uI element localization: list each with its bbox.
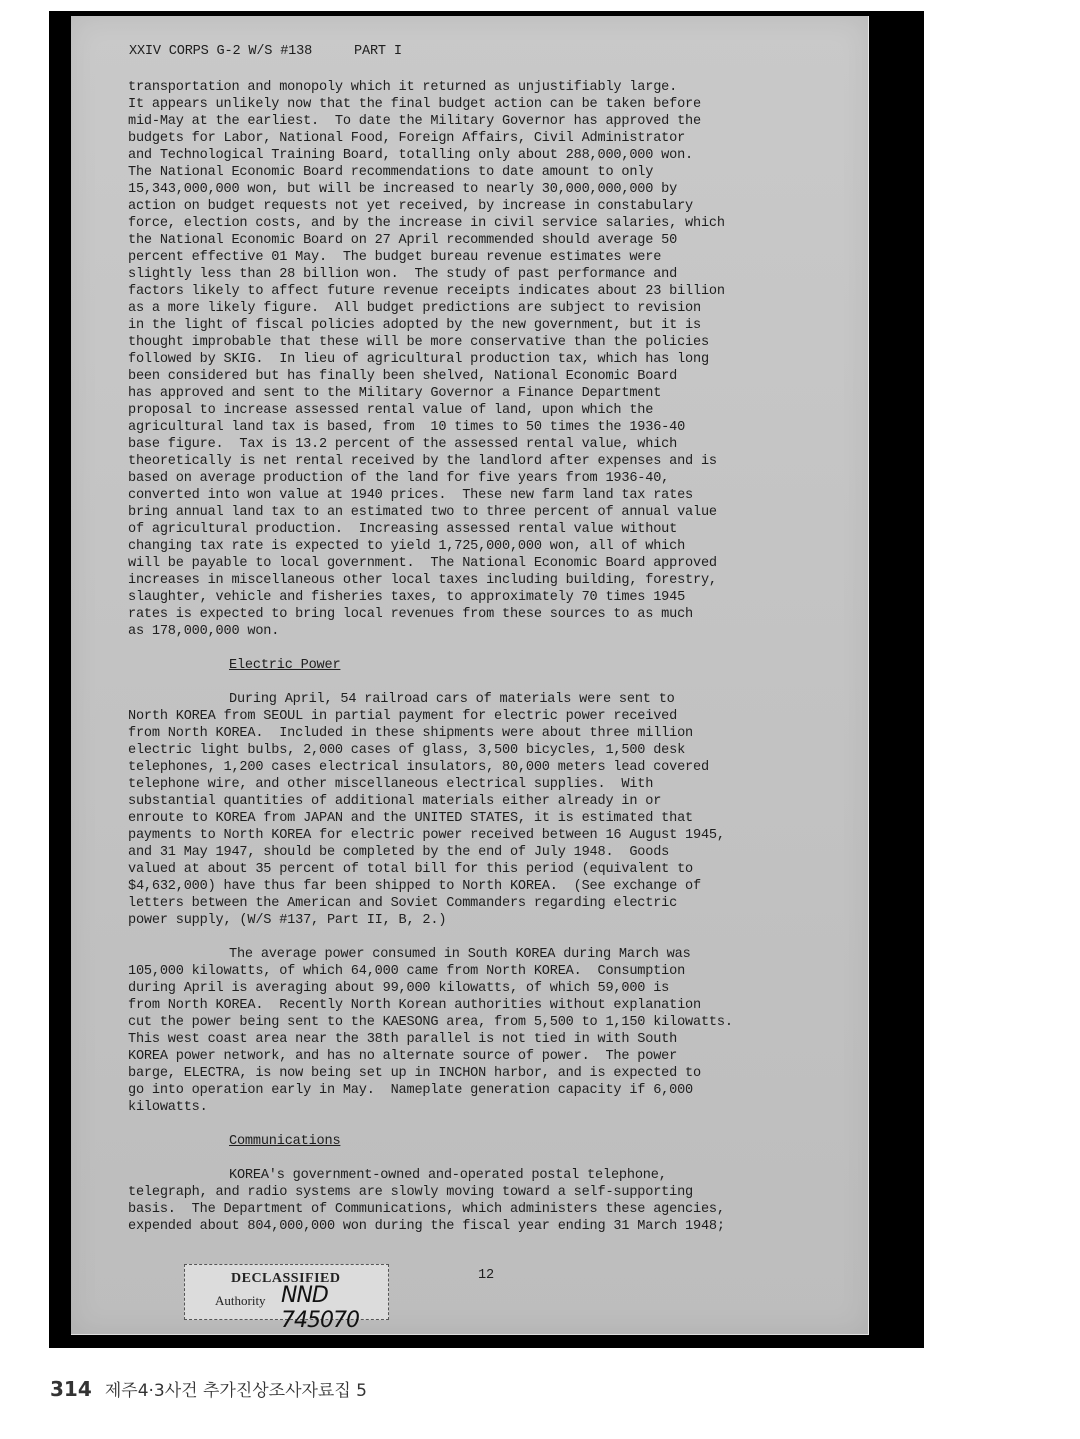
text-line: valued at about 35 percent of total bill for this period (equivalent to xyxy=(128,862,693,877)
text-line: telephones, 1,200 cases electrical insulators, 80,000 meters lead covered xyxy=(128,760,709,775)
text-line: cut the power being sent to the KAESONG area, from 5,500 to 1,150 kilowatts. xyxy=(128,1015,733,1030)
text-line: and 31 May 1947, should be completed by the end of July 1948. Goods xyxy=(128,845,670,860)
intro-paragraph xyxy=(128,79,828,640)
text-line: 105,000 kilowatts, of which 64,000 came from North KOREA. Consumption xyxy=(128,964,686,979)
header-part: PART I xyxy=(354,44,402,59)
text-line: The National Economic Board recommendations to date amount to only xyxy=(128,165,654,180)
electric-power-paragraph-1 xyxy=(128,691,828,929)
text-line: telephone wire, and other miscellaneous electrical supplies. With xyxy=(128,777,654,792)
document-header xyxy=(129,44,402,59)
text-line: changing tax rate is expected to yield 1,725,000,000 won, all of which xyxy=(128,539,686,554)
text-line: power supply, (W/S #137, Part II, B, 2.) xyxy=(128,913,447,928)
text-line: transportation and monopoly which it returned as unjustifiably large. xyxy=(128,80,678,95)
text-line: KOREA power network, and has no alternate source of power. The power xyxy=(128,1049,678,1064)
section-heading-communications: Communications xyxy=(229,1134,341,1149)
text-line: payments to North KOREA for electric power received between 16 August 1945, xyxy=(128,828,725,843)
text-line: basis. The Department of Communications, which administers these agencies, xyxy=(128,1202,725,1217)
text-line: followed by SKIG. In lieu of agricultural production tax, which has long xyxy=(128,352,709,367)
text-line: during April is averaging about 99,000 kilowatts, of which 59,000 is xyxy=(128,981,670,996)
text-line: from North KOREA. Recently North Korean authorities without explanation xyxy=(128,998,701,1013)
text-line: the National Economic Board on 27 April recommended should average 50 xyxy=(128,233,678,248)
document-page-number: 12 xyxy=(478,1268,494,1283)
text-line: in the light of fiscal policies adopted by the new government, but it is xyxy=(128,318,701,333)
text-line: based on average production of the land for five years from 1936-40, xyxy=(128,471,670,486)
text-line: kilowatts. xyxy=(128,1100,208,1115)
text-line: KOREA's government-owned and-operated postal telephone, xyxy=(229,1168,667,1183)
book-page-number: 314 xyxy=(50,1377,92,1401)
text-line: theoretically is net rental received by the landlord after expenses and is xyxy=(128,454,717,469)
text-line: and Technological Training Board, totalling only about 288,000,000 won. xyxy=(128,148,693,163)
stamp-authority-label: Authority xyxy=(215,1293,266,1308)
header-reference: XXIV CORPS G-2 W/S #138 xyxy=(129,44,313,59)
text-line: mid-May at the earliest. To date the Military Governor has approved the xyxy=(128,114,701,129)
document-body xyxy=(128,79,828,1235)
text-line: as a more likely figure. All budget predictions are subject to revision xyxy=(128,301,701,316)
text-line: budgets for Labor, National Food, Foreign Affairs, Civil Administrator xyxy=(128,131,686,146)
text-line: During April, 54 railroad cars of materials were sent to xyxy=(229,692,675,707)
text-line: It appears unlikely now that the final budget action can be taken before xyxy=(128,97,701,112)
electric-power-paragraph-2 xyxy=(128,946,828,1116)
text-line: agricultural land tax is based, from 10 times to 50 times the 1936-40 xyxy=(128,420,686,435)
text-line: of agricultural production. Increasing assessed rental value without xyxy=(128,522,678,537)
text-line: percent effective 01 May. The budget bureau revenue estimates were xyxy=(128,250,662,265)
declassified-stamp xyxy=(184,1264,389,1333)
text-line: from North KOREA. Included in these shipments were about three million xyxy=(128,726,693,741)
text-line: barge, ELECTRA, is now being set up in INCHON harbor, and is expected to xyxy=(128,1066,701,1081)
text-line: The average power consumed in South KOREA during March was xyxy=(229,947,691,962)
section-heading-electric-power: Electric Power xyxy=(229,658,341,673)
text-line: slaughter, vehicle and fisheries taxes, to approximately 70 times 1945 xyxy=(128,590,686,605)
text-line: go into operation early in May. Nameplate generation capacity if 6,000 xyxy=(128,1083,693,1098)
text-line: proposal to increase assessed rental value of land, upon which the xyxy=(128,403,654,418)
text-line: $4,632,000) have thus far been shipped to North KOREA. (See exchange of xyxy=(128,879,701,894)
text-line: expended about 804,000,000 won during the fiscal year ending 31 March 1948; xyxy=(128,1219,725,1234)
text-line: force, election costs, and by the increase in civil service salaries, which xyxy=(128,216,725,231)
text-line: telegraph, and radio systems are slowly moving toward a self-supporting xyxy=(128,1185,693,1200)
text-line: letters between the American and Soviet Commanders regarding electric xyxy=(128,896,678,911)
book-footer xyxy=(50,1376,367,1401)
text-line: action on budget requests not yet received, by increase in constabulary xyxy=(128,199,693,214)
text-line: rates is expected to bring local revenues from these sources to as much xyxy=(128,607,693,622)
text-line: factors likely to affect future revenue receipts indicates about 23 billion xyxy=(128,284,725,299)
text-line: increases in miscellaneous other local taxes including building, forestry, xyxy=(128,573,717,588)
communications-paragraph-1 xyxy=(128,1167,828,1235)
text-line: substantial quantities of additional materials either already in or xyxy=(128,794,662,809)
text-line: electric light bulbs, 2,000 cases of glass, 3,500 bicycles, 1,500 desk xyxy=(128,743,686,758)
stamp-label: DECLASSIFIED xyxy=(231,1271,341,1286)
text-line: enroute to KOREA from JAPAN and the UNITED STATES, it is estimated that xyxy=(128,811,693,826)
text-line: bring annual land tax to an estimated two to three percent of annual value xyxy=(128,505,717,520)
text-line: been considered but has finally been shelved, National Economic Board xyxy=(128,369,678,384)
text-line: slightly less than 28 billion won. The study of past performance and xyxy=(128,267,678,282)
text-line: will be payable to local government. The National Economic Board approved xyxy=(128,556,717,571)
text-line: base figure. Tax is 13.2 percent of the assessed rental value, which xyxy=(128,437,678,452)
text-line: converted into won value at 1940 prices. These new farm land tax rates xyxy=(128,488,693,503)
text-line: as 178,000,000 won. xyxy=(128,624,280,639)
stamp-authority-number: NND 745070 xyxy=(281,1283,359,1333)
book-title: 제주4·3사건 추가진상조사자료집 5 xyxy=(104,1381,367,1401)
text-line: North KOREA from SEOUL in partial payment for electric power received xyxy=(128,709,678,724)
text-line: has approved and sent to the Military Governor a Finance Department xyxy=(128,386,662,401)
text-line: This west coast area near the 38th parallel is not tied in with South xyxy=(128,1032,678,1047)
text-line: thought improbable that these will be more conservative than the policies xyxy=(128,335,709,350)
text-line: 15,343,000,000 won, but will be increased to nearly 30,000,000,000 by xyxy=(128,182,678,197)
